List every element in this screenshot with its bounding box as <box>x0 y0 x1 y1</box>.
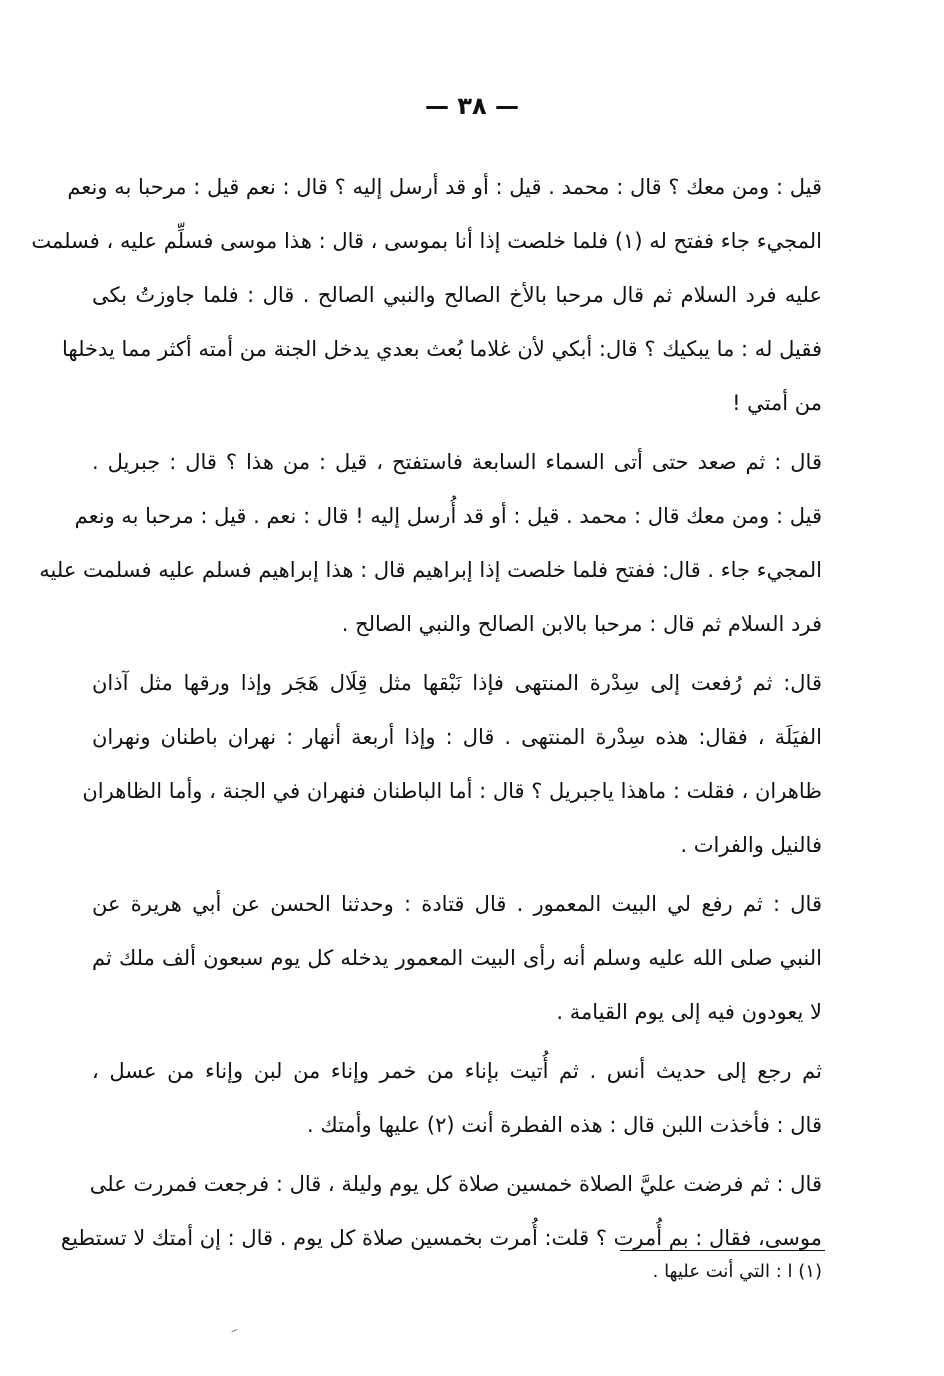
paragraph <box>92 877 822 1039</box>
footnote-divider <box>620 1250 825 1251</box>
text-line: قال: ثم رُفعت إلى سِدْرة المنتهى فإذا نَبْقها مثل قِلَال هَجَر وإذا ورقها مثل آذان <box>92 671 822 695</box>
text-line: قيل : ومن معك قال : محمد . قيل : أو قد أُرسل إليه ! قال : نعم . قيل : مرحبا به ونعم <box>74 504 822 528</box>
page-number: — ٣٨ — <box>424 92 519 120</box>
text-line: من أمتي ! <box>732 391 822 415</box>
stray-mark <box>231 1329 238 1335</box>
paragraph <box>31 160 822 430</box>
text-line: الفيَلَة ، فقال: هذه سِدْرة المنتهى . قال : وإذا أربعة أنهار : نهران باطنان ونهران <box>92 725 822 749</box>
text-line: قيل : ومن معك ؟ قال : محمد . قيل : أو قد أرسل إليه ؟ قال : نعم قيل : مرحبا به ونعم <box>67 175 822 199</box>
footnote: (١) ا : التي أنت عليها . <box>652 1261 822 1282</box>
text-line: فرد السلام ثم قال : مرحبا بالابن الصالح والنبي الصالح . <box>341 612 822 636</box>
text-line: قال : فأخذت اللبن قال : هذه الفطرة أنت (٢) عليها وأمتك . <box>307 1113 822 1137</box>
text-line: فقيل له : ما يبكيك ؟ قال: أبكي لأن غلاما بُعث بعدي يدخل الجنة من أمته أكثر مما يدخلها <box>61 337 822 361</box>
text-line: موسى، فقال : بم أُمرت ؟ قلت: أُمرت بخمسين صلاة كل يوم . قال : إن أمتك لا تستطيع <box>60 1226 822 1250</box>
text-line: قال : ثم رفع لي البيت المعمور . قال قتادة : وحدثنا الحسن عن أبي هريرة عن <box>92 892 822 916</box>
text-line: عليه فرد السلام ثم قال مرحبا بالأخ الصالح والنبي الصالح . قال : فلما جاوزتُ بكى <box>92 283 822 307</box>
text-line: النبي صلى الله عليه وسلم أنه رأى البيت المعمور يدخله كل يوم سبعون ألف ملك ثم <box>92 946 822 970</box>
paragraph <box>92 1044 822 1152</box>
text-line: فالنيل والفرات . <box>680 833 822 857</box>
text-line: ظاهران ، فقلت : ماهذا ياجبريل ؟ قال : أما الباطنان فنهران في الجنة ، وأما الظاهران <box>82 779 822 803</box>
text-line: المجيء جاء . قال: ففتح فلما خلصت إذا إبراهيم قال : هذا إبراهيم فسلم عليه فسلمت عليه <box>39 558 822 582</box>
body-text <box>31 160 822 1265</box>
paragraph <box>60 1157 822 1265</box>
paragraph <box>39 435 822 651</box>
text-line: المجيء جاء ففتح له (١) فلما خلصت إذا أنا بموسى ، قال : هذا موسى فسلِّم عليه ، فسلمت <box>31 229 822 253</box>
text-line: قال : ثم فرضت عليَّ الصلاة خمسين صلاة كل يوم وليلة ، قال : فرجعت فمررت على <box>89 1172 822 1196</box>
text-line: قال : ثم صعد حتى أتى السماء السابعة فاستفتح ، قيل : من هذا ؟ قال : جبريل . <box>92 450 822 474</box>
text-line: لا يعودون فيه إلى يوم القيامة . <box>556 1000 822 1024</box>
paragraph <box>82 656 822 872</box>
text-line: ثم رجع إلى حديث أنس . ثم أُتيت بإناء من خمر وإناء من لبن وإناء من عسل ، <box>92 1059 822 1083</box>
